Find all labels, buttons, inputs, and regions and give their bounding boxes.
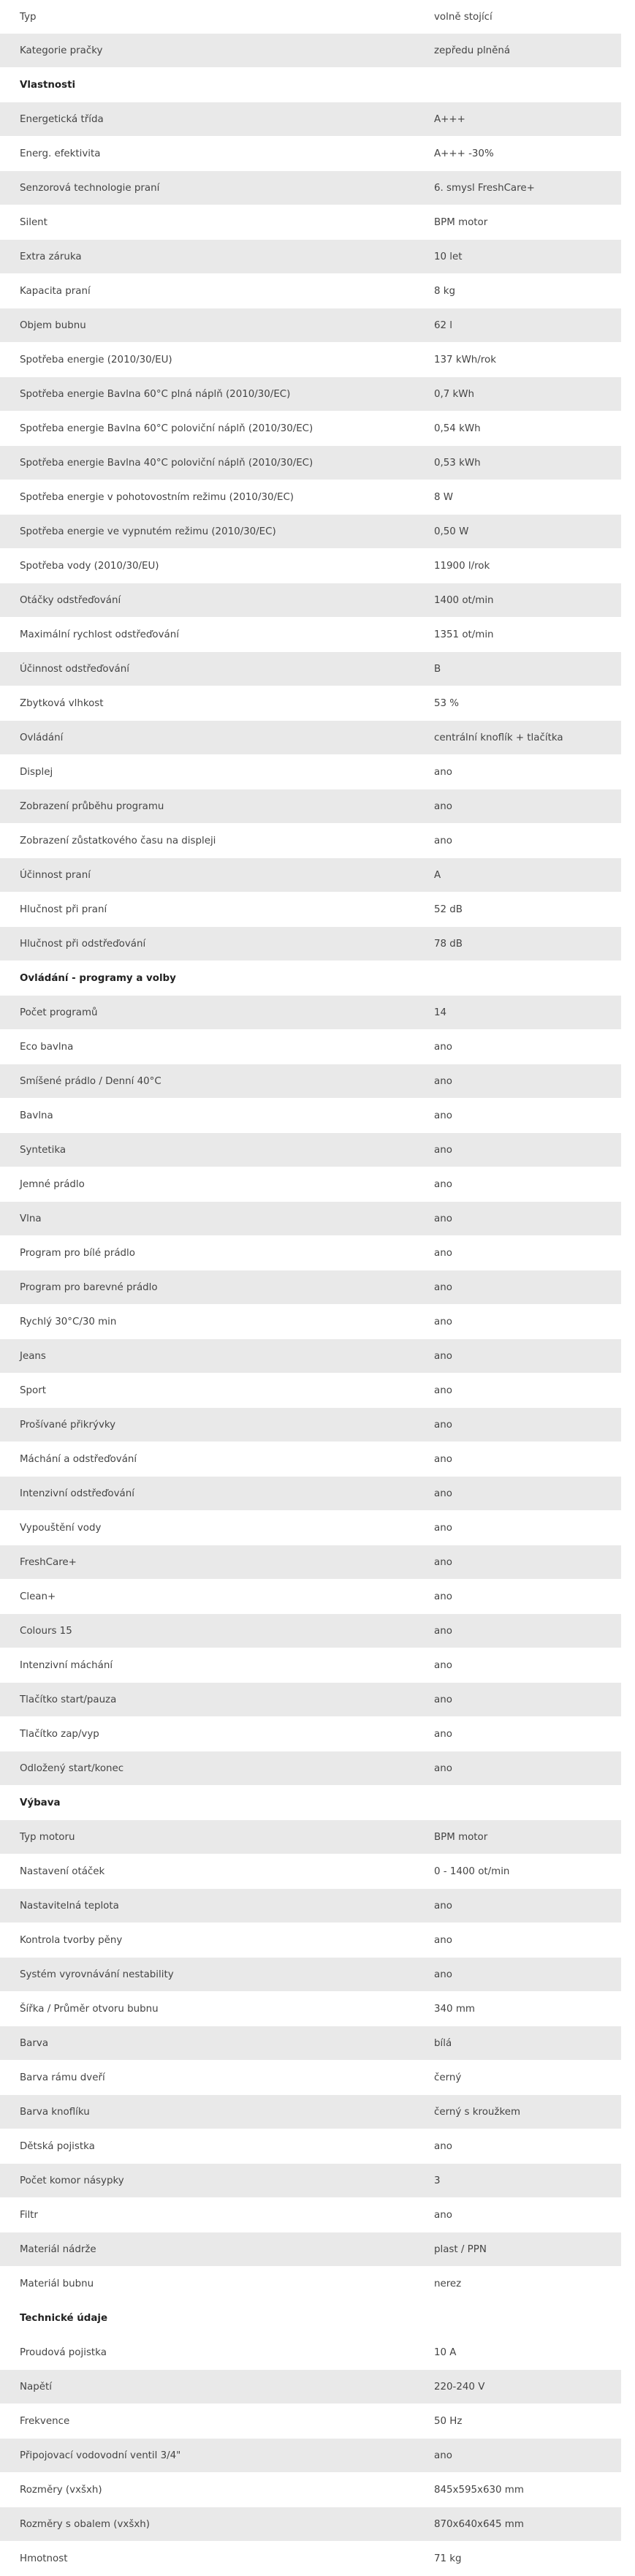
spec-value: 6. smysl FreshCare+ <box>434 183 535 194</box>
spec-row <box>0 2232 621 2267</box>
spec-label: Vlna <box>20 1213 42 1224</box>
spec-label: FreshCare+ <box>20 1557 77 1568</box>
spec-label: Colours 15 <box>20 1626 72 1637</box>
spec-value: bílá <box>434 2038 452 2049</box>
spec-row <box>0 1030 621 1064</box>
spec-row <box>0 1339 621 1374</box>
spec-row <box>0 1545 621 1580</box>
spec-label: Program pro barevné prádlo <box>20 1282 158 1293</box>
spec-label: Maximální rychlost odstřeďování <box>20 629 179 640</box>
spec-row <box>0 927 621 961</box>
spec-label: Eco bavlna <box>20 1042 74 1053</box>
spec-row <box>0 824 621 858</box>
spec-value: 10 A <box>434 2347 457 2358</box>
spec-row <box>0 2129 621 2164</box>
spec-row <box>0 137 621 171</box>
spec-row <box>0 102 621 137</box>
spec-value: 220-240 V <box>434 2382 485 2393</box>
spec-label: Nastavitelná teplota <box>20 1901 119 1912</box>
spec-label: Intenzivní máchání <box>20 1660 113 1671</box>
spec-label: Tlačítko zap/vyp <box>20 1729 99 1740</box>
spec-label: Materiál bubnu <box>20 2278 94 2289</box>
spec-label: Rozměry (vxšxh) <box>20 2485 102 2496</box>
spec-value: ano <box>434 1729 452 1740</box>
spec-value: ano <box>434 1145 452 1156</box>
spec-label: Zbytková vlhkost <box>20 698 104 709</box>
spec-label: Ovládání <box>20 732 64 743</box>
spec-label: Spotřeba vody (2010/30/EU) <box>20 561 159 572</box>
spec-value: černý s kroužkem <box>434 2107 521 2118</box>
spec-value: ano <box>434 801 452 812</box>
spec-value: volně stojící <box>434 12 493 23</box>
spec-label: Silent <box>20 217 47 228</box>
spec-label: Spotřeba energie (2010/30/EU) <box>20 355 172 365</box>
spec-value: černý <box>434 2072 462 2083</box>
spec-value: ano <box>434 1901 452 1912</box>
spec-label: Proudová pojistka <box>20 2347 107 2358</box>
spec-label: Energ. efektivita <box>20 148 101 159</box>
spec-row <box>0 2473 621 2507</box>
spec-row <box>0 1133 621 1167</box>
spec-row <box>0 1992 621 2026</box>
spec-label: Otáčky odstřeďování <box>20 595 121 606</box>
spec-value: ano <box>434 2450 452 2461</box>
spec-value: B <box>434 664 441 675</box>
spec-value: 62 l <box>434 320 453 331</box>
spec-label: Senzorová technologie praní <box>20 183 160 194</box>
section-heading-label: Výbava <box>20 1797 61 1808</box>
spec-value: 78 dB <box>434 939 463 950</box>
spec-row <box>0 996 621 1030</box>
spec-row <box>0 2404 621 2439</box>
spec-value: A <box>434 870 441 881</box>
section-heading <box>0 1786 621 1820</box>
spec-label: Hmotnost <box>20 2553 68 2564</box>
spec-label: Připojovací vodovodní ventil 3/4" <box>20 2450 181 2461</box>
spec-row <box>0 1374 621 1408</box>
spec-value: 52 dB <box>434 904 463 915</box>
spec-label: Prošívané přikrývky <box>20 1420 116 1431</box>
spec-value: ano <box>434 767 452 778</box>
spec-value: 8 W <box>434 492 454 503</box>
section-heading <box>0 68 621 102</box>
spec-value: ano <box>434 1523 452 1534</box>
spec-value: 14 <box>434 1007 447 1018</box>
section-heading <box>0 2301 621 2336</box>
spec-value: ano <box>434 1385 452 1396</box>
spec-value: ano <box>434 1351 452 1362</box>
spec-row <box>0 1648 621 1683</box>
spec-value: nerez <box>434 2278 462 2289</box>
spec-value: 3 <box>434 2175 441 2186</box>
section-heading-label: Vlastnosti <box>20 80 76 91</box>
spec-value: 1400 ot/min <box>434 595 494 606</box>
spec-row <box>0 2336 621 2370</box>
spec-label: Účinnost praní <box>20 870 91 881</box>
section-heading-label: Ovládání - programy a volby <box>20 973 176 984</box>
spec-label: Rychlý 30°C/30 min <box>20 1317 117 1327</box>
spec-value: 71 kg <box>434 2553 462 2564</box>
spec-value: 53 % <box>434 698 460 709</box>
spec-value: ano <box>434 1213 452 1224</box>
spec-row <box>0 1167 621 1202</box>
spec-row <box>0 171 621 205</box>
spec-value: ano <box>434 836 452 846</box>
spec-row <box>0 2026 621 2061</box>
spec-label: Bavlna <box>20 1110 53 1121</box>
spec-value: centrální knoflík + tlačítka <box>434 732 563 743</box>
spec-row <box>0 308 621 343</box>
section-heading <box>0 961 621 996</box>
spec-row <box>0 2164 621 2198</box>
spec-label: Objem bubnu <box>20 320 86 331</box>
spec-value: ano <box>434 1694 452 1705</box>
spec-row <box>0 789 621 824</box>
spec-row <box>0 755 621 789</box>
spec-row <box>0 618 621 652</box>
spec-row <box>0 2061 621 2095</box>
spec-value: ano <box>434 1935 452 1946</box>
spec-label: Barva knoflíku <box>20 2107 90 2118</box>
spec-label: Nastavení otáček <box>20 1866 105 1877</box>
spec-value: BPM motor <box>434 217 488 228</box>
spec-label: Počet komor násypky <box>20 2175 124 2186</box>
spec-label: Materiál nádrže <box>20 2244 96 2255</box>
spec-value: 0,50 W <box>434 526 469 537</box>
spec-value: 0,53 kWh <box>434 458 481 469</box>
spec-value: ano <box>434 2141 452 2152</box>
spec-row <box>0 1477 621 1511</box>
spec-row <box>0 34 621 68</box>
spec-row <box>0 480 621 515</box>
spec-value: 8 kg <box>434 286 456 297</box>
spec-label: Frekvence <box>20 2416 70 2427</box>
spec-value: A+++ <box>434 114 465 125</box>
spec-row <box>0 2507 621 2542</box>
spec-label: Počet programů <box>20 1007 98 1018</box>
spec-label: Jeans <box>20 1351 46 1362</box>
spec-row <box>0 1958 621 1992</box>
spec-label: Hlučnost při odstřeďování <box>20 939 146 950</box>
spec-row <box>0 1683 621 1717</box>
spec-label: Energetická třída <box>20 114 104 125</box>
spec-value: ano <box>434 1042 452 1053</box>
spec-label: Kontrola tvorby pěny <box>20 1935 123 1946</box>
spec-label: Zobrazení průběhu programu <box>20 801 164 812</box>
spec-value: ano <box>434 1420 452 1431</box>
spec-label: Spotřeba energie ve vypnutém režimu (2010/30/EC) <box>20 526 276 537</box>
spec-value: ano <box>434 1179 452 1190</box>
spec-row <box>0 2370 621 2404</box>
spec-value: ano <box>434 1626 452 1637</box>
spec-row <box>0 1270 621 1305</box>
section-heading-label: Technické údaje <box>20 2313 108 2324</box>
spec-value: ano <box>434 1110 452 1121</box>
spec-label: Syntetika <box>20 1145 66 1156</box>
spec-label: Spotřeba energie Bavlna 60°C plná náplň (2010/30/EC) <box>20 389 291 400</box>
spec-value: ano <box>434 1076 452 1087</box>
spec-value: plast / PPN <box>434 2244 487 2255</box>
spec-value: ano <box>434 1763 452 1774</box>
spec-label: Spotřeba energie v pohotovostním režimu (2010/30/EC) <box>20 492 294 503</box>
spec-row <box>0 412 621 446</box>
spec-row <box>0 446 621 480</box>
spec-value: ano <box>434 1557 452 1568</box>
spec-label: Displej <box>20 767 53 778</box>
spec-row <box>0 549 621 583</box>
spec-value: ano <box>434 1660 452 1671</box>
spec-row <box>0 0 621 34</box>
spec-label: Filtr <box>20 2210 38 2221</box>
spec-row <box>0 240 621 274</box>
spec-value: 870x640x645 mm <box>434 2519 524 2530</box>
spec-row <box>0 1923 621 1958</box>
spec-row <box>0 343 621 377</box>
spec-label: Spotřeba energie Bavlna 40°C poloviční náplň (2010/30/EC) <box>20 458 313 469</box>
spec-row <box>0 1614 621 1648</box>
spec-row <box>0 721 621 755</box>
spec-row <box>0 2267 621 2301</box>
spec-label: Hlučnost při praní <box>20 904 107 915</box>
spec-value: 137 kWh/rok <box>434 355 496 365</box>
spec-value: 845x595x630 mm <box>434 2485 524 2496</box>
spec-label: Rozměry s obalem (vxšxh) <box>20 2519 150 2530</box>
spec-value: 0 - 1400 ot/min <box>434 1866 510 1877</box>
spec-label: Odložený start/konec <box>20 1763 124 1774</box>
spec-row <box>0 1511 621 1545</box>
spec-value: BPM motor <box>434 1832 488 1843</box>
spec-label: Jemné prádlo <box>20 1179 85 1190</box>
spec-value: ano <box>434 1969 452 1980</box>
spec-value: 50 Hz <box>434 2416 463 2427</box>
spec-row <box>0 583 621 618</box>
spec-row <box>0 1855 621 1889</box>
spec-label: Clean+ <box>20 1591 56 1602</box>
spec-row <box>0 1099 621 1133</box>
spec-value: ano <box>434 1591 452 1602</box>
spec-value: 10 let <box>434 251 463 262</box>
spec-value: ano <box>434 2210 452 2221</box>
spec-label: Extra záruka <box>20 251 82 262</box>
spec-label: Typ motoru <box>20 1832 75 1843</box>
spec-row <box>0 2095 621 2129</box>
spec-label: Vypouštění vody <box>20 1523 102 1534</box>
spec-row <box>0 1202 621 1236</box>
spec-row <box>0 893 621 927</box>
spec-row <box>0 2439 621 2473</box>
spec-row <box>0 1236 621 1270</box>
spec-label: Systém vyrovnávání nestability <box>20 1969 174 1980</box>
spec-value: 340 mm <box>434 2004 475 2015</box>
spec-value: ano <box>434 1248 452 1259</box>
spec-value: 1351 ot/min <box>434 629 494 640</box>
spec-label: Barva rámu dveří <box>20 2072 105 2083</box>
spec-label: Účinnost odstřeďování <box>20 664 129 675</box>
spec-value: ano <box>434 1488 452 1499</box>
spec-value: 0,54 kWh <box>434 423 481 434</box>
spec-value: ano <box>434 1454 452 1465</box>
spec-value: zepředu plněná <box>434 45 511 56</box>
spec-row <box>0 1889 621 1923</box>
spec-row <box>0 377 621 412</box>
spec-label: Intenzivní odstřeďování <box>20 1488 134 1499</box>
spec-value: A+++ -30% <box>434 148 494 159</box>
spec-label: Barva <box>20 2038 49 2049</box>
spec-value: 11900 l/rok <box>434 561 490 572</box>
spec-row <box>0 274 621 308</box>
spec-row <box>0 205 621 240</box>
spec-label: Sport <box>20 1385 46 1396</box>
spec-label: Spotřeba energie Bavlna 60°C poloviční náplň (2010/30/EC) <box>20 423 313 434</box>
spec-row <box>0 686 621 721</box>
spec-label: Kapacita praní <box>20 286 91 297</box>
spec-row <box>0 1751 621 1786</box>
spec-row <box>0 652 621 686</box>
spec-row <box>0 858 621 893</box>
spec-label: Tlačítko start/pauza <box>20 1694 117 1705</box>
spec-row <box>0 515 621 549</box>
spec-label: Napětí <box>20 2382 52 2393</box>
spec-row <box>0 1820 621 1855</box>
spec-value: ano <box>434 1282 452 1293</box>
spec-row <box>0 1442 621 1477</box>
spec-label: Kategorie pračky <box>20 45 103 56</box>
spec-label: Šířka / Průměr otvoru bubnu <box>20 2004 159 2015</box>
spec-row <box>0 1305 621 1339</box>
spec-row <box>0 1717 621 1751</box>
spec-label: Dětská pojistka <box>20 2141 95 2152</box>
spec-label: Smíšené prádlo / Denní 40°C <box>20 1076 161 1087</box>
spec-label: Typ <box>20 12 37 23</box>
spec-label: Máchání a odstřeďování <box>20 1454 137 1465</box>
spec-row <box>0 1064 621 1099</box>
spec-value: ano <box>434 1317 452 1327</box>
spec-row <box>0 2198 621 2232</box>
spec-value: 0,7 kWh <box>434 389 475 400</box>
spec-row <box>0 1408 621 1442</box>
spec-row <box>0 2542 621 2576</box>
spec-label: Zobrazení zůstatkového času na displeji <box>20 836 216 846</box>
spec-label: Program pro bílé prádlo <box>20 1248 135 1259</box>
spec-row <box>0 1580 621 1614</box>
